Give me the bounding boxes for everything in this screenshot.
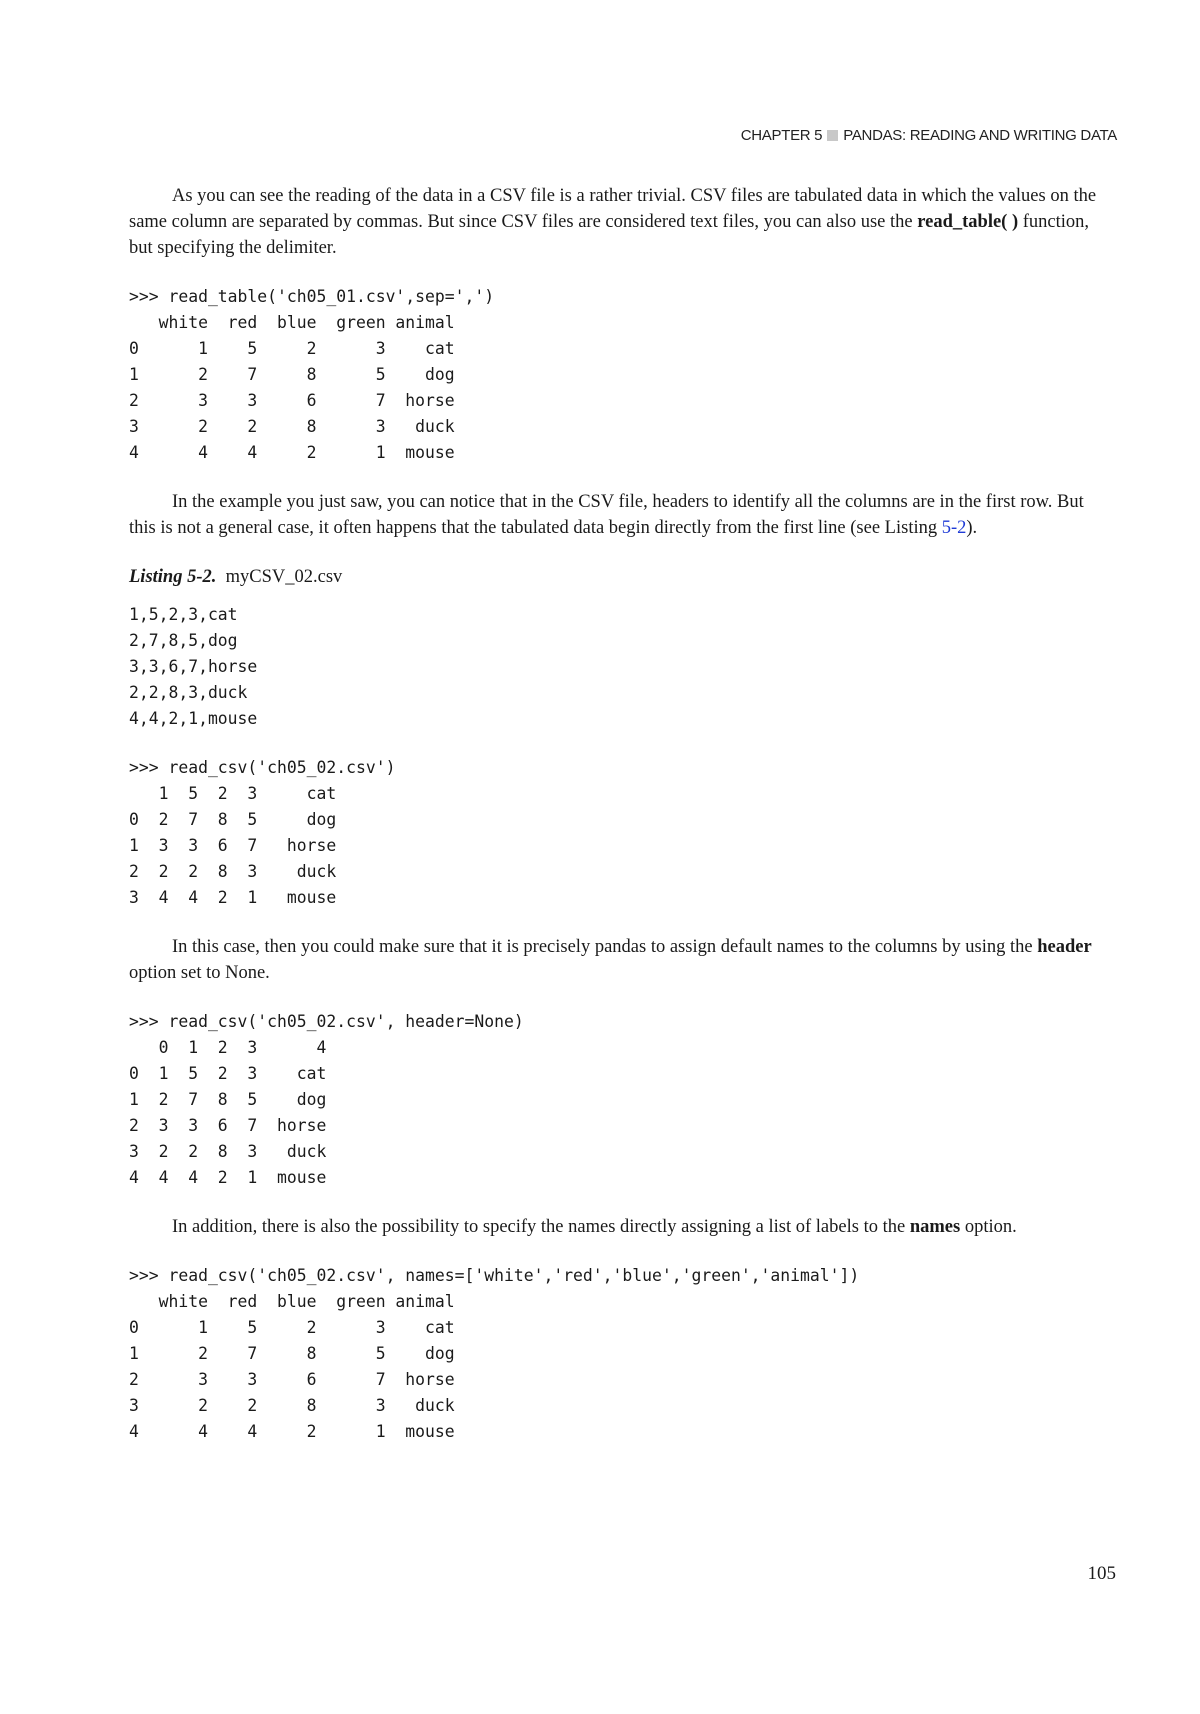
listing-link[interactable]: 5-2 [941,518,967,538]
paragraph-text: As you can see the reading of the data in a CSV file is a rather trivial. CSV files are tabulated data in which the values on the same column are separated by commas. But since CSV files are considered text files, you can also use the [129,186,1097,232]
paragraph-2 [129,489,1113,541]
paragraph-text: option set to None. [129,963,270,983]
code-block-names: >>> read_csv('ch05_02.csv', names=['white','red','blue','green','animal']) white red blue green animal 0 1 5 2 3 cat 1 2 7 8 5 dog 2 3 3 6 7 horse 3 2 2 8 3 duck 4 4 4 2 1 mouse [129,1266,860,1441]
listing-label: Listing 5-2. [129,567,217,587]
code-block-header-none: >>> read_csv('ch05_02.csv', header=None) 0 1 2 3 4 0 1 5 2 3 cat 1 2 7 8 5 dog 2 3 3 6 7 horse 3 2 2 8 3 duck 4 4 4 2 1 mouse [129,1012,524,1187]
code-block-read-csv: >>> read_csv('ch05_02.csv') 1 5 2 3 cat 0 2 7 8 5 dog 1 3 3 6 7 horse 2 2 2 8 3 duck 3 4 4 2 1 mouse [129,758,396,907]
paragraph-1 [129,183,1113,261]
paragraph-text: In this case, then you could make sure that it is precisely pandas to assign default names to the columns by using the [172,937,1038,957]
header-square-icon [827,130,838,141]
listing-filename: myCSV_02.csv [225,567,343,587]
paragraph-3 [129,934,1113,986]
page-content [129,183,1113,1445]
listing-caption [129,564,1113,590]
paragraph-text: function, but specifying the delimiter. [129,212,1090,258]
page-number: 105 [1087,1563,1116,1584]
paragraph-4 [129,1214,1113,1240]
paragraph-text: In addition, there is also the possibility to specify the names directly assigning a list of labels to the [172,1217,910,1237]
running-header [741,127,1117,144]
chapter-label: CHAPTER 5 [740,127,823,144]
paragraph-text: In the example you just saw, you can notice that in the CSV file, headers to identify all the columns are in the first row. But this is not a general case, it often happens that the tabulated data begin directly from the first line (see Listing [129,492,1084,538]
inline-code-read-table: read_table( ) [917,212,1019,232]
paragraph-text: option. [960,1217,1017,1237]
inline-code-names: names [909,1217,961,1237]
code-block-read-table: >>> read_table('ch05_01.csv',sep=',') white red blue green animal 0 1 5 2 3 cat 1 2 7 8 5 dog 2 3 3 6 7 horse 3 2 2 8 3 duck 4 4 4 2 1 mouse [129,287,495,462]
paragraph-text: ). [966,518,978,538]
chapter-title: PANDAS: READING AND WRITING DATA [843,127,1117,144]
inline-code-header: header [1037,937,1092,957]
code-block-csv-content: 1,5,2,3,cat 2,7,8,5,dog 3,3,6,7,horse 2,2,8,3,duck 4,4,2,1,mouse [129,605,258,728]
